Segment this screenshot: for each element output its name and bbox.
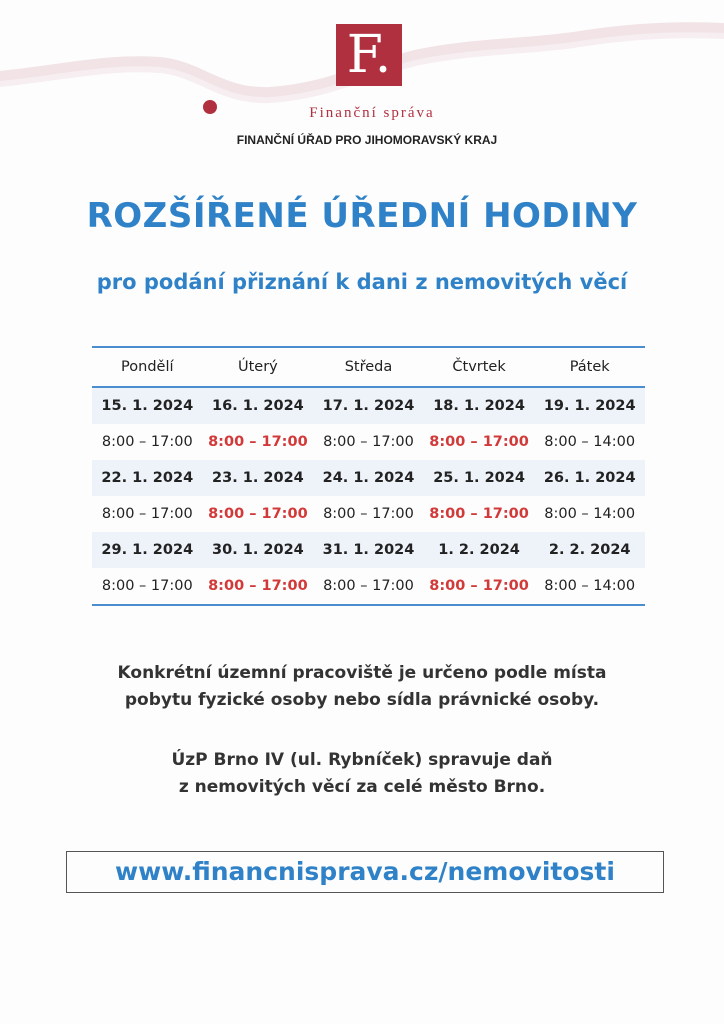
date-row — [92, 460, 645, 496]
hours-cell-highlighted: 8:00 – 17:00 — [208, 578, 308, 594]
hours-cell-highlighted: 8:00 – 17:00 — [208, 434, 308, 450]
info-line: pobytu fyzické osoby nebo sídla právnické osoby. — [124, 690, 600, 710]
page-title: ROZŠÍŘENÉ ÚŘEDNÍ HODINY — [86, 196, 638, 236]
website-link[interactable]: www.financnisprava.cz/nemovitosti — [66, 851, 664, 893]
day-header: Úterý — [203, 347, 314, 387]
hours-cell-highlighted: 8:00 – 17:00 — [429, 434, 529, 450]
date-cell: 19. 1. 2024 — [534, 387, 645, 424]
date-cell: 2. 2. 2024 — [534, 532, 645, 568]
info-line: ÚzP Brno IV (ul. Rybníček) spravuje daň — [171, 750, 553, 770]
info-line: z nemovitých věcí za celé město Brno. — [178, 777, 546, 797]
date-cell: 17. 1. 2024 — [313, 387, 424, 424]
info-paragraph-brno — [0, 747, 724, 801]
date-row — [92, 532, 645, 568]
hours-cell-highlighted: 8:00 – 17:00 — [208, 506, 308, 522]
hours-row — [92, 496, 645, 532]
table-header-row — [92, 347, 645, 387]
hours-cell: 8:00 – 14:00 — [544, 578, 636, 594]
date-cell: 26. 1. 2024 — [534, 460, 645, 496]
date-cell: 23. 1. 2024 — [203, 460, 314, 496]
date-cell: 18. 1. 2024 — [424, 387, 535, 424]
office-name: FINANČNÍ ÚŘAD PRO JIHOMORAVSKÝ KRAJ — [236, 133, 498, 147]
date-cell: 15. 1. 2024 — [92, 387, 203, 424]
date-cell: 29. 1. 2024 — [92, 532, 203, 568]
day-header: Středa — [313, 347, 424, 387]
hours-cell: 8:00 – 17:00 — [323, 506, 414, 522]
hours-cell: 8:00 – 17:00 — [101, 578, 193, 594]
date-cell: 25. 1. 2024 — [424, 460, 535, 496]
hours-cell: 8:00 – 17:00 — [101, 506, 193, 522]
date-cell: 31. 1. 2024 — [313, 532, 424, 568]
hours-cell-highlighted: 8:00 – 17:00 — [429, 578, 529, 594]
hours-cell: 8:00 – 14:00 — [544, 434, 636, 450]
info-paragraph-location — [0, 660, 724, 714]
page-subtitle: pro podání přiznání k dani z nemovitých věcí — [96, 270, 628, 294]
day-header: Pátek — [534, 347, 645, 387]
date-cell: 24. 1. 2024 — [313, 460, 424, 496]
hours-cell: 8:00 – 14:00 — [544, 506, 636, 522]
date-cell: 16. 1. 2024 — [203, 387, 314, 424]
date-cell: 1. 2. 2024 — [424, 532, 535, 568]
info-line: Konkrétní územní pracoviště je určeno podle místa — [117, 663, 607, 683]
brand-name: Finanční správa — [309, 105, 435, 121]
hours-cell: 8:00 – 17:00 — [323, 434, 414, 450]
hours-row — [92, 424, 645, 460]
date-cell: 22. 1. 2024 — [92, 460, 203, 496]
hours-cell: 8:00 – 17:00 — [101, 434, 193, 450]
hours-row — [92, 568, 645, 605]
hours-cell-highlighted: 8:00 – 17:00 — [429, 506, 529, 522]
day-header: Čtvrtek — [424, 347, 535, 387]
hours-cell: 8:00 – 17:00 — [323, 578, 414, 594]
day-header: Pondělí — [92, 347, 203, 387]
logo: F. — [336, 24, 402, 86]
office-hours-table — [92, 346, 645, 606]
date-row — [92, 387, 645, 424]
date-cell: 30. 1. 2024 — [203, 532, 314, 568]
